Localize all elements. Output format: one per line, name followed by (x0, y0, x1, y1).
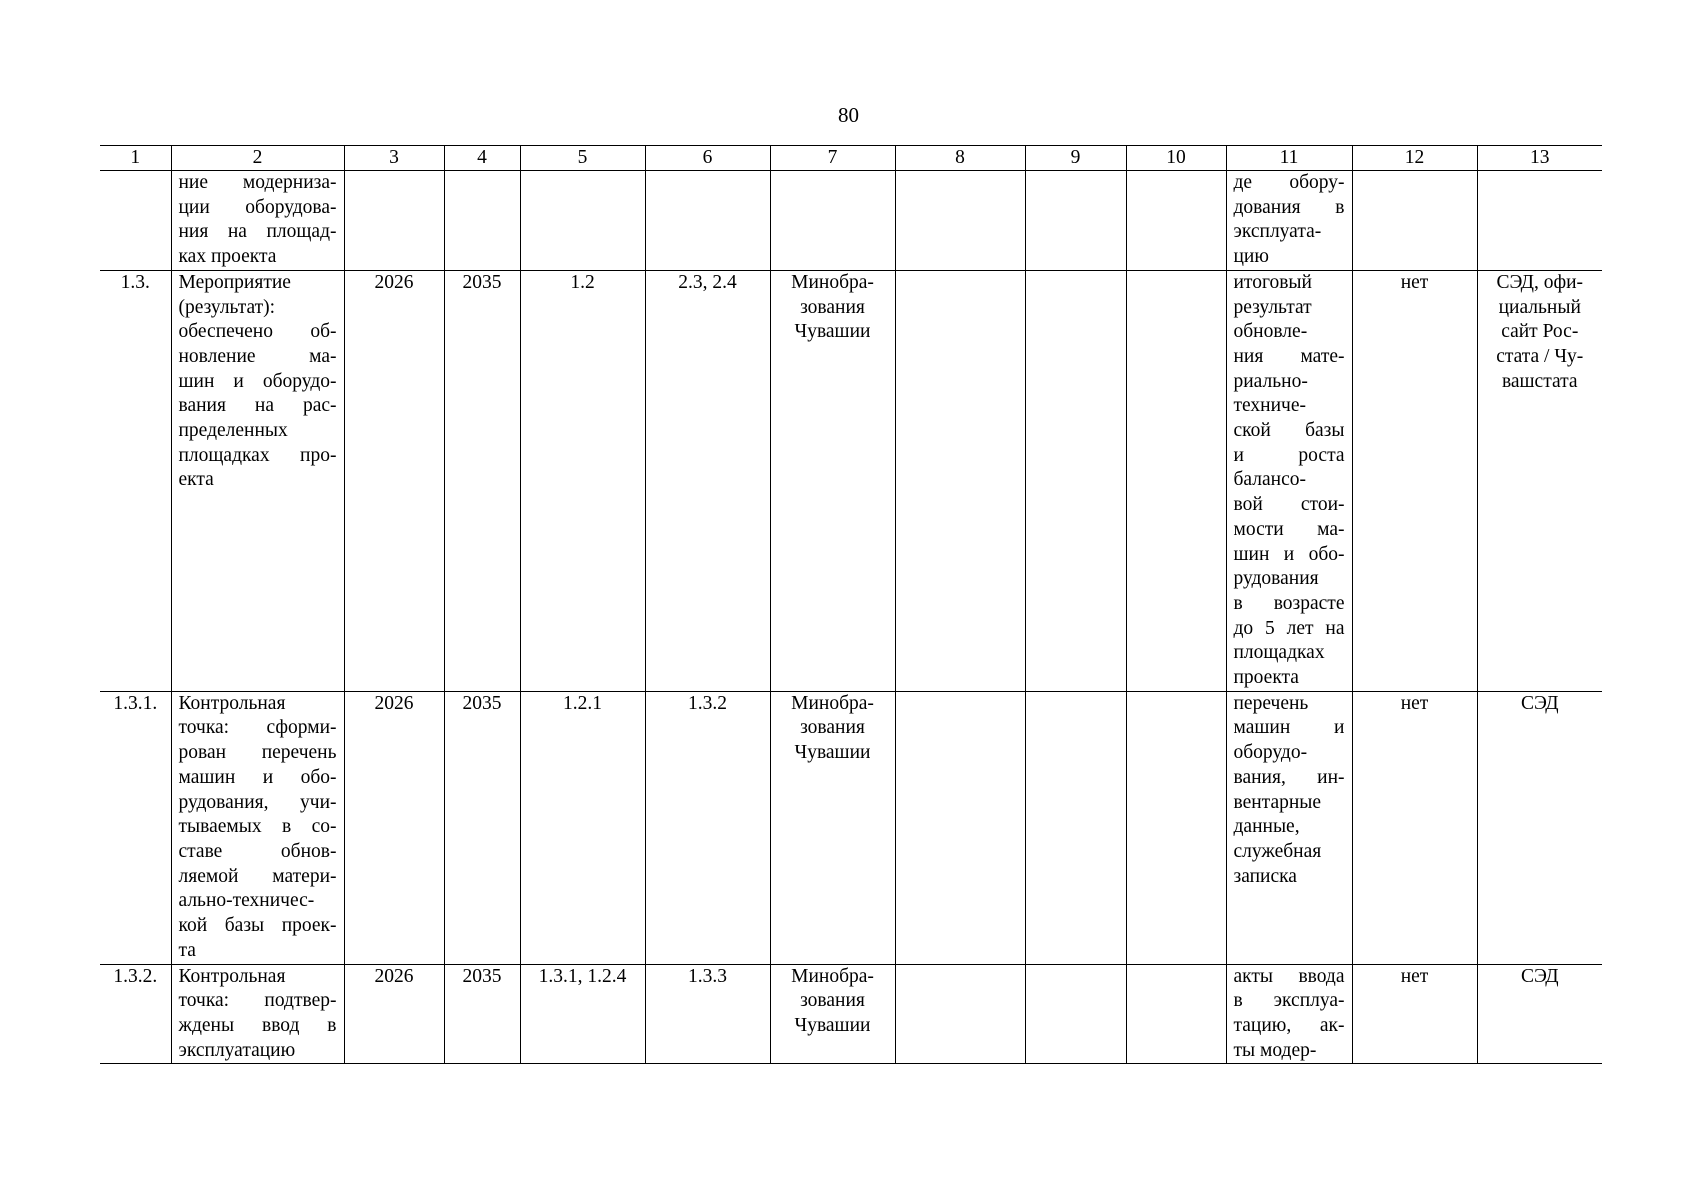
cell-col-10 (1126, 171, 1226, 271)
cell-line: вой стои- (1233, 494, 1345, 516)
cell-line: дования в (1233, 196, 1345, 218)
column-number-5: 5 (520, 146, 645, 171)
column-number-13: 13 (1477, 146, 1602, 171)
cell-line: оборудо- (1233, 742, 1308, 764)
schedule-table (100, 145, 1602, 1064)
cell-line: сайт Рос- (1501, 321, 1579, 343)
cell-col-10 (1126, 270, 1226, 691)
cell-col-3: 2026 (344, 964, 444, 1064)
cell-line: результат (1233, 296, 1312, 318)
cell-col-12: нет (1352, 964, 1477, 1064)
cell-line: машин и (1233, 717, 1345, 739)
page-number: 80 (838, 103, 859, 127)
cell-col-7 (770, 171, 895, 271)
column-number-3: 3 (344, 146, 444, 171)
cell-col-3 (344, 171, 444, 271)
cell-line: новление ма- (178, 345, 337, 367)
cell-line: Контрольная (178, 965, 286, 987)
table-body (100, 171, 1602, 1064)
cell-col-2 (171, 964, 344, 1064)
cell-col-11 (1226, 171, 1352, 271)
column-number-9: 9 (1025, 146, 1126, 171)
cell-col-4: 2035 (444, 691, 520, 964)
cell-line: та (178, 939, 196, 961)
cell-col-6: 1.3.2 (645, 691, 770, 964)
cell-line: акты ввода (1233, 965, 1345, 987)
cell-line: в возрасте (1233, 592, 1345, 614)
cell-line: техниче- (1233, 395, 1306, 417)
cell-col-10 (1126, 964, 1226, 1064)
cell-line: ния на площад- (178, 221, 337, 243)
cell-col-6: 1.3.3 (645, 964, 770, 1064)
cell-line: обновле- (1233, 321, 1308, 343)
cell-line: в эксплуа- (1233, 990, 1345, 1012)
cell-col-11 (1226, 691, 1352, 964)
cell-line: екта (178, 469, 214, 491)
cell-line: итоговый (1233, 271, 1312, 293)
table-row (100, 270, 1602, 691)
cell-line: Чувашии (794, 1014, 871, 1036)
cell-line: ния мате- (1233, 345, 1345, 367)
cell-line: мости ма- (1233, 518, 1345, 540)
cell-line: де обору- (1233, 172, 1345, 193)
cell-line: площадках (1233, 642, 1325, 664)
cell-col-9 (1025, 691, 1126, 964)
column-number-11: 11 (1226, 146, 1352, 171)
cell-col-8 (895, 270, 1025, 691)
cell-line: вашстата (1501, 370, 1578, 392)
cell-line: СЭД (1520, 692, 1559, 714)
cell-line: и роста (1233, 444, 1345, 466)
cell-line: ляемой матери- (178, 865, 337, 887)
cell-line: СЭД, офи- (1496, 271, 1584, 293)
table-row (100, 964, 1602, 1064)
column-number-1: 1 (100, 146, 171, 171)
cell-line: данные, (1233, 816, 1300, 838)
cell-col-5: 1.3.1, 1.2.4 (520, 964, 645, 1064)
cell-line: СЭД (1520, 965, 1559, 987)
cell-line: эксплуата- (1233, 221, 1322, 243)
cell-col-4: 2035 (444, 964, 520, 1064)
cell-line: цию (1233, 246, 1269, 268)
cell-line: циальный (1498, 296, 1581, 318)
cell-col-1 (100, 171, 171, 271)
cell-line: служебная (1233, 840, 1322, 862)
table-row (100, 171, 1602, 271)
cell-col-2 (171, 270, 344, 691)
cell-line: кой базы проек- (178, 915, 337, 937)
cell-col-13 (1477, 964, 1602, 1064)
cell-line: (результат): (178, 296, 276, 318)
cell-col-3: 2026 (344, 691, 444, 964)
cell-col-4: 2035 (444, 270, 520, 691)
cell-line: балансо- (1233, 469, 1306, 491)
cell-col-9 (1025, 964, 1126, 1064)
cell-col-9 (1025, 171, 1126, 271)
cell-col-13 (1477, 171, 1602, 271)
cell-line: рудования (1233, 568, 1319, 590)
cell-col-5 (520, 171, 645, 271)
cell-line: площадках про- (178, 444, 337, 466)
cell-line: машин и обо- (178, 766, 337, 788)
cell-line: Чувашии (794, 321, 871, 343)
cell-col-1: 1.3.1. (100, 691, 171, 964)
cell-line: эксплуатацию (178, 1039, 296, 1061)
column-number-4: 4 (444, 146, 520, 171)
column-number-10: 10 (1126, 146, 1226, 171)
column-number-12: 12 (1352, 146, 1477, 171)
column-number-7: 7 (770, 146, 895, 171)
cell-line: вания, ин- (1233, 766, 1345, 788)
cell-line: вания на рас- (178, 395, 337, 417)
cell-line: до 5 лет на (1233, 617, 1345, 639)
cell-line: ние модерниза- (178, 172, 337, 193)
column-number-6: 6 (645, 146, 770, 171)
column-number-2: 2 (171, 146, 344, 171)
cell-line: ставе обнов- (178, 840, 337, 862)
cell-col-13 (1477, 691, 1602, 964)
cell-col-11 (1226, 964, 1352, 1064)
cell-col-7 (770, 691, 895, 964)
cell-line: проекта (1233, 667, 1299, 689)
cell-line: ции оборудова- (178, 196, 337, 218)
cell-col-7 (770, 964, 895, 1064)
cell-line: Минобра- (791, 692, 874, 714)
table-row (100, 691, 1602, 964)
cell-col-10 (1126, 691, 1226, 964)
cell-line: Чувашии (794, 742, 871, 764)
cell-col-5: 1.2 (520, 270, 645, 691)
cell-line: зования (800, 717, 865, 739)
cell-col-3: 2026 (344, 270, 444, 691)
cell-col-2 (171, 171, 344, 271)
cell-line: точка: сформи- (178, 717, 337, 739)
cell-line: зования (800, 296, 865, 318)
cell-line: обеспечено об- (178, 321, 337, 343)
cell-line: шин и оборудо- (178, 370, 337, 392)
cell-line: ально-техничес- (178, 890, 315, 912)
cell-col-13 (1477, 270, 1602, 691)
cell-col-12: нет (1352, 270, 1477, 691)
cell-line: тацию, ак- (1233, 1014, 1345, 1036)
cell-line: тываемых в со- (178, 816, 337, 838)
cell-line: шин и обо- (1233, 543, 1345, 565)
cell-line: стата / Чу- (1496, 345, 1584, 367)
cell-line: записка (1233, 865, 1297, 887)
cell-col-1: 1.3.2. (100, 964, 171, 1064)
cell-line: Минобра- (791, 965, 874, 987)
cell-line: Мероприятие (178, 271, 291, 293)
cell-line: зования (800, 990, 865, 1012)
cell-col-5: 1.2.1 (520, 691, 645, 964)
cell-col-12: нет (1352, 691, 1477, 964)
cell-line: ской базы (1233, 420, 1345, 442)
cell-col-6 (645, 171, 770, 271)
cell-line: риально- (1233, 370, 1308, 392)
cell-col-8 (895, 691, 1025, 964)
cell-col-6: 2.3, 2.4 (645, 270, 770, 691)
cell-col-8 (895, 171, 1025, 271)
column-number-8: 8 (895, 146, 1025, 171)
cell-line: перечень (1233, 692, 1309, 714)
cell-line: точка: подтвер- (178, 990, 337, 1012)
cell-line: Минобра- (791, 271, 874, 293)
cell-col-1: 1.3. (100, 270, 171, 691)
cell-line: рован перечень (178, 742, 337, 764)
cell-line: Контрольная (178, 692, 286, 714)
cell-col-9 (1025, 270, 1126, 691)
cell-col-12 (1352, 171, 1477, 271)
cell-line: рудования, учи- (178, 791, 337, 813)
cell-col-8 (895, 964, 1025, 1064)
cell-col-4 (444, 171, 520, 271)
cell-col-11 (1226, 270, 1352, 691)
cell-line: ках проекта (178, 246, 277, 268)
column-number-row (100, 146, 1602, 171)
cell-col-7 (770, 270, 895, 691)
cell-line: ты модер- (1233, 1039, 1317, 1061)
cell-line: ждены ввод в (178, 1014, 337, 1036)
cell-line: пределенных (178, 420, 288, 442)
cell-line: вентарные (1233, 791, 1322, 813)
cell-col-2 (171, 691, 344, 964)
